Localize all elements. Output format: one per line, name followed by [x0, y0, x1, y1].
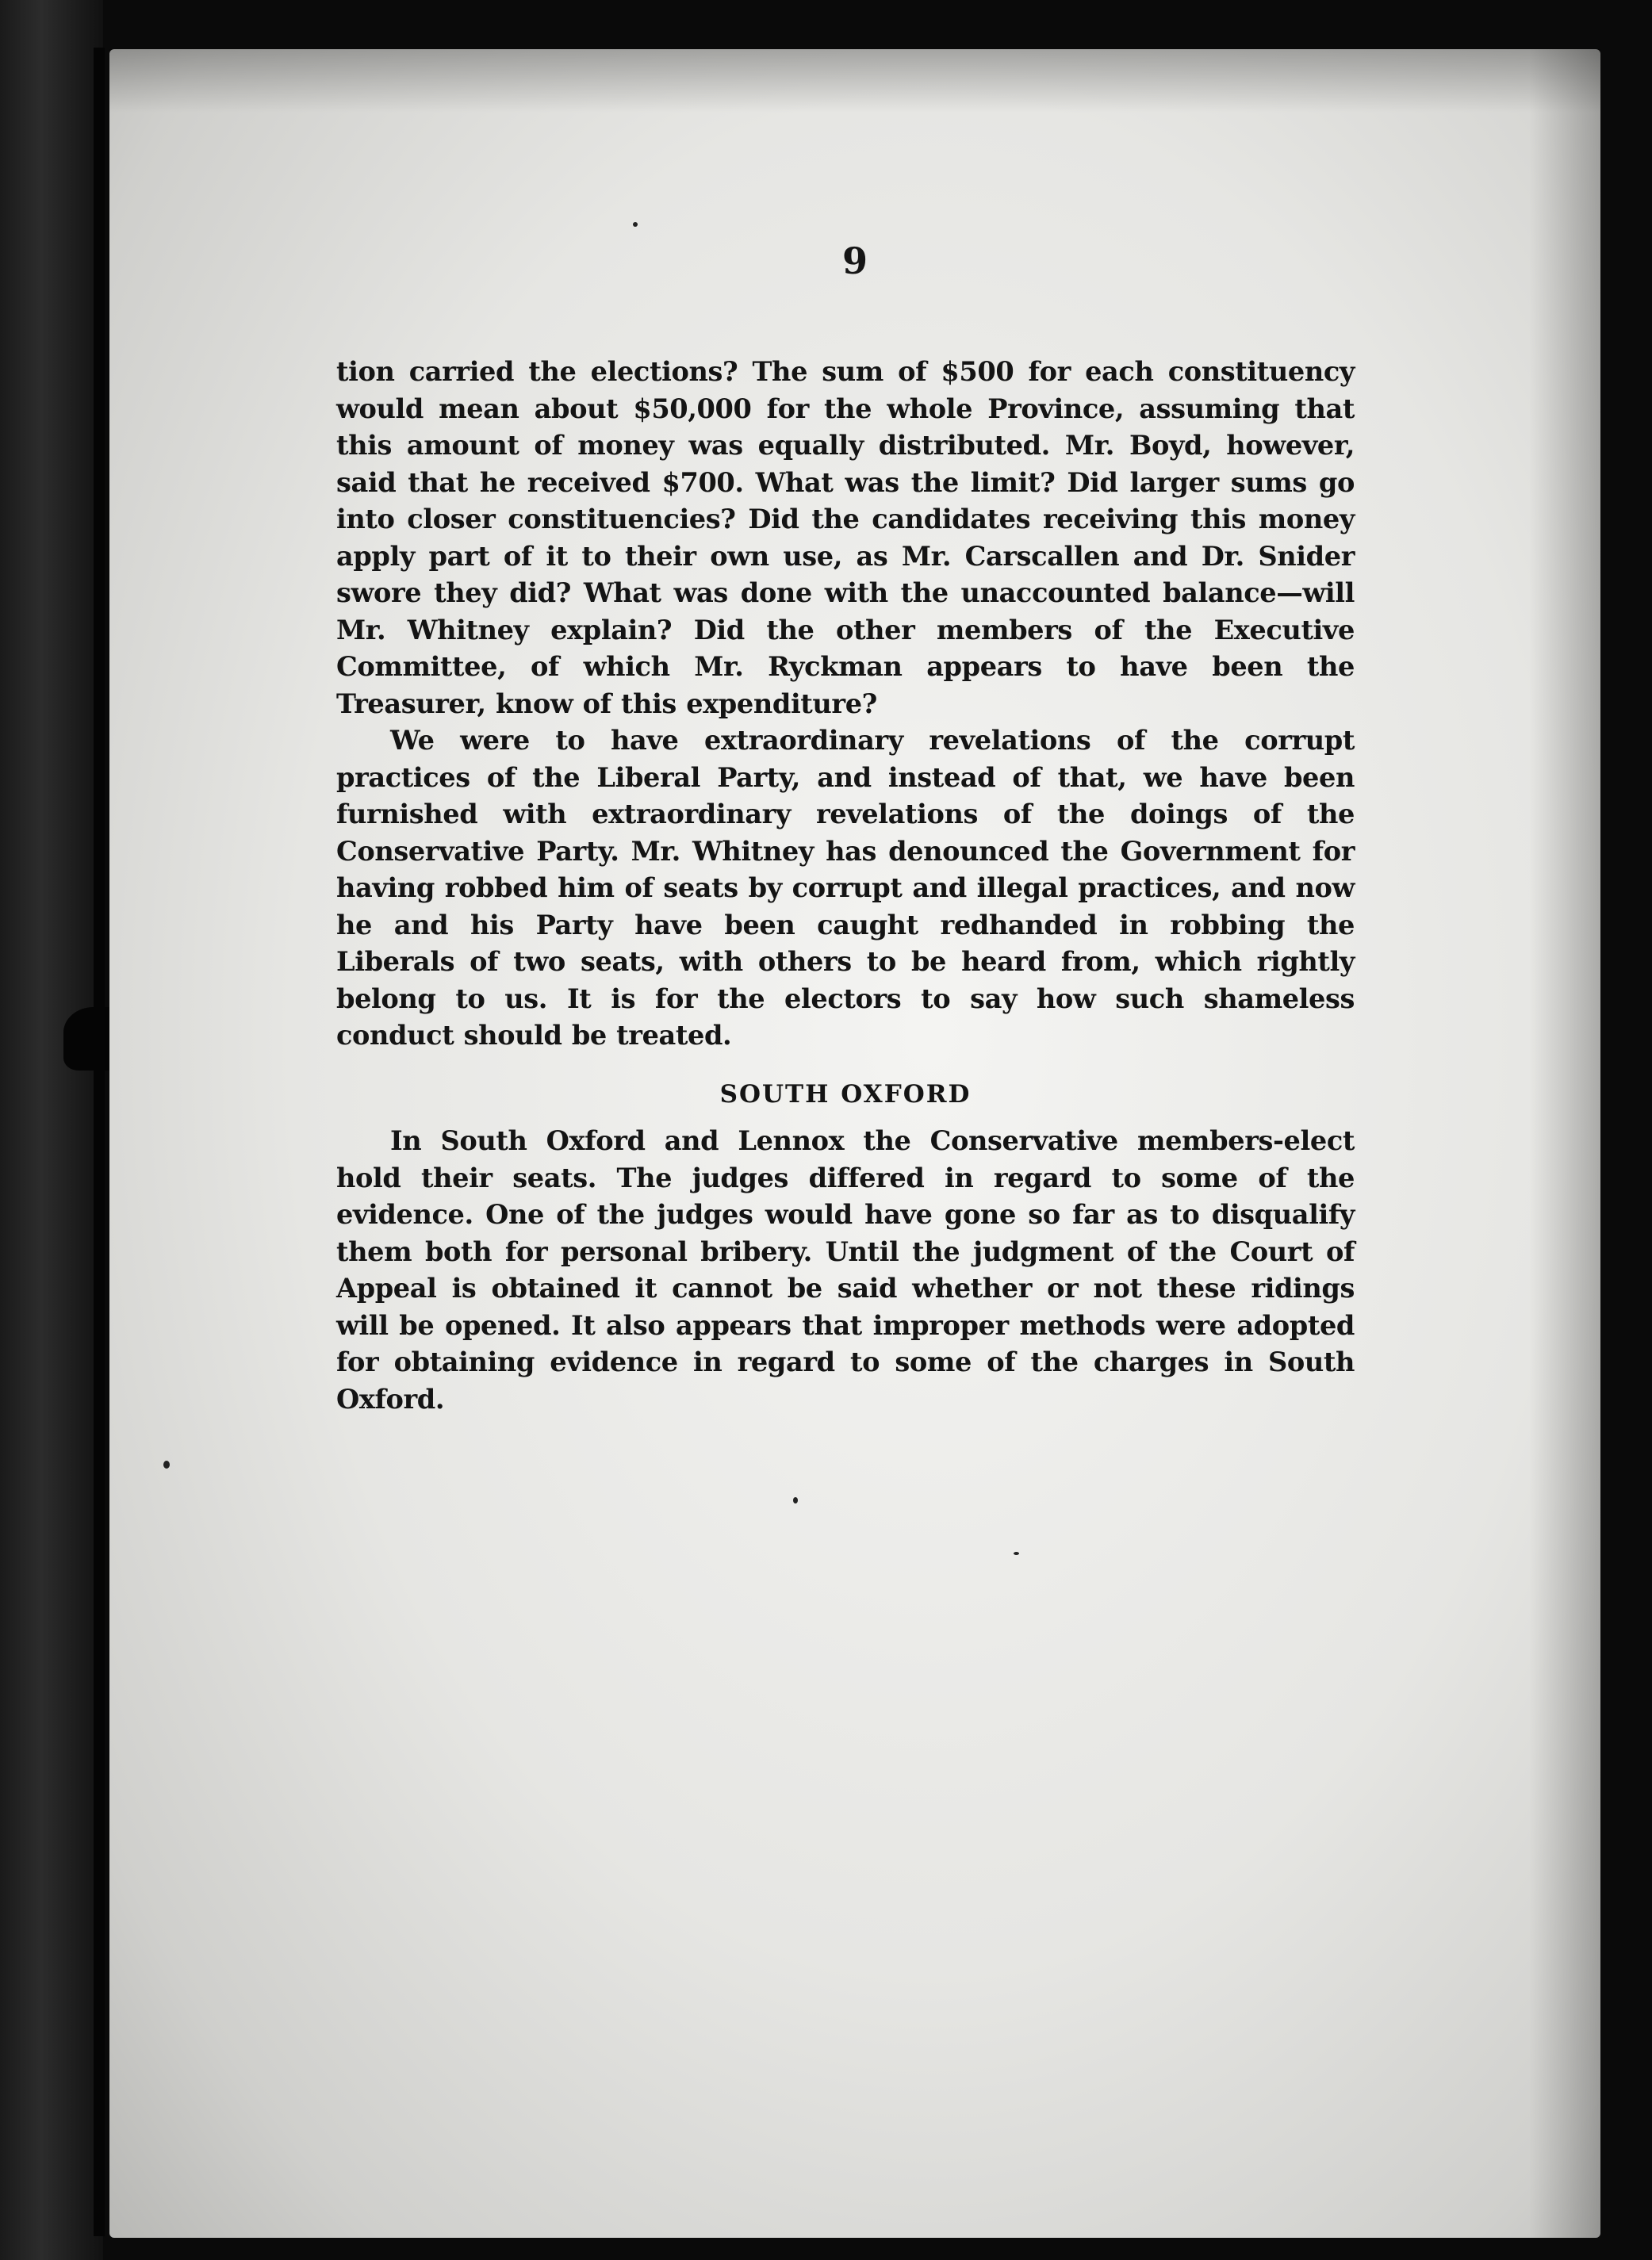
body-text — [336, 353, 1355, 1417]
document-page — [109, 49, 1600, 2238]
page-top-shadow — [109, 49, 1600, 113]
dust-speck — [633, 222, 638, 227]
section-heading: SOUTH OXFORD — [719, 1079, 972, 1109]
paragraph-1: tion carried the elections? The sum of $500 for each constituency would mean about $50,000 for the whole Province, assuming that this amount of money was equally distributed. Mr. Boyd, however, said that he received $700. What was the limit? Did larger sums go into closer constituencies? Did the candidates receiving this money apply part of it to their own use, as Mr. Carscallen and Dr. Snider swore they did? What was done with the unaccounted balance—will Mr. Whitney explain? Did the other members of the Executive Committee, of which Mr. Ryckman appears to have been the Treasurer, know of this expenditure? — [336, 355, 1355, 719]
film-left-margin — [0, 0, 103, 2260]
dust-speck — [1014, 1552, 1019, 1555]
paragraph-3: In South Oxford and Lennox the Conservative members-elect hold their seats. The judges differed in regard to some of the evidence. One of the judges would have gone so far as to disqualify them both for personal bribery. Until the judgment of the Court of Appeal is obtained it cannot be said whether or not these ridings will be opened. It also appears that improper methods were adopted for obtaining evidence in regard to some of the charges in South Oxford. — [336, 1124, 1355, 1415]
paragraph-2: We were to have extraordinary revelations of the corrupt practices of the Liberal Party, and instead of that, we have been furnished with extraordinary revelations of the doings of the Conservative Party. Mr. Whitney has denounced the Government for having robbed him of seats by corrupt and illegal practices, and now he and his Party have been caught redhanded in robbing the Liberals of two seats, with others to be heard from, which rightly belong to us. It is for the electors to say how such shameless conduct should be treated. — [336, 724, 1355, 1051]
dust-speck — [163, 1461, 170, 1469]
page-right-shadow — [1529, 49, 1600, 2238]
dust-speck — [793, 1497, 798, 1503]
page-number: 9 — [841, 239, 868, 282]
binding-edge — [94, 48, 105, 2236]
